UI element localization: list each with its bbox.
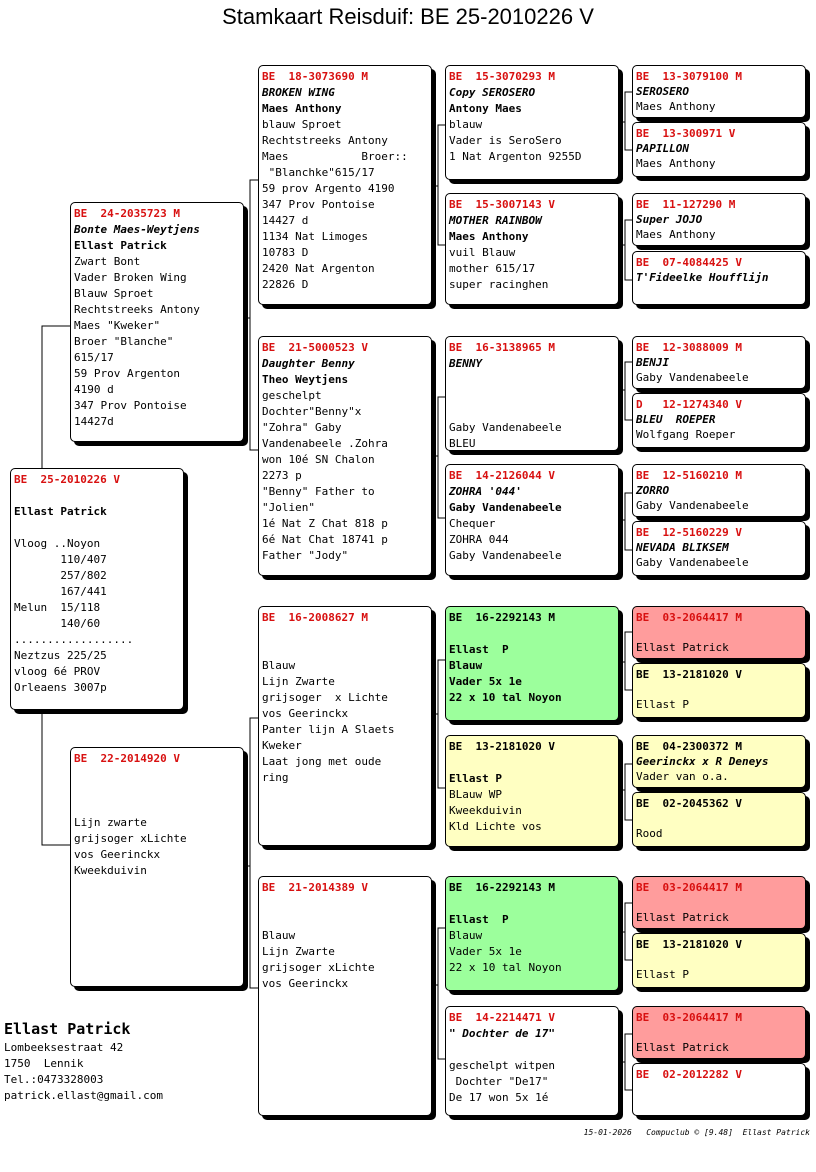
details (262, 896, 428, 992)
detail-line (636, 1025, 802, 1040)
ring-number: BE 13-3079100 M (636, 70, 742, 83)
grandfather-maternal-card[interactable] (258, 606, 432, 846)
detail-line: BLauw WP (449, 788, 502, 801)
detail-line: Panter lijn A Slaets (262, 723, 395, 736)
detail-line: 140/60 (14, 617, 101, 630)
detail-line: Ellast P (449, 643, 509, 656)
details (449, 372, 615, 451)
detail-line (449, 372, 615, 388)
ring-number: BE 16-2292143 M (449, 881, 555, 894)
ggp-ffm-card[interactable] (445, 193, 619, 305)
details (449, 896, 615, 976)
pigeon-name: Super JOJO (636, 213, 703, 226)
detail-line: Blauw (449, 659, 483, 672)
detail-line: 1 Nat Argenton 9255D (449, 150, 582, 163)
ring-number: BE 15-3007143 V (449, 198, 555, 211)
detail-line: Vader 5x 1e (449, 945, 522, 958)
details (449, 516, 615, 564)
detail-line: 257/802 (14, 569, 107, 582)
detail-line (449, 388, 615, 404)
ring-number: BE 14-2214471 V (449, 1011, 555, 1024)
ring-number: BE 04-2300372 M (636, 740, 742, 753)
detail-line: .................. (14, 633, 134, 646)
subject-details (14, 488, 180, 696)
ring-number: BE 15-3070293 M (449, 70, 555, 83)
detail-line: 4190 d (74, 383, 114, 396)
detail-line: "Jolien" (262, 501, 315, 514)
pigeon-name: ZOHRA '044' (449, 485, 522, 498)
pigeon-name: BENJI (636, 356, 670, 369)
detail-line: Ellast P (636, 698, 689, 711)
detail-line (636, 625, 802, 640)
ring-number: BE 07-4084425 V (636, 256, 742, 269)
detail-line (262, 896, 428, 912)
ring-number: BE 16-2008627 M (262, 611, 368, 624)
detail-line (636, 895, 802, 910)
detail-line: 22 x 10 tal Noyon (449, 961, 562, 974)
pigeon-name: PAPILLON (636, 142, 689, 155)
ring-number: BE 18-3073690 M (262, 70, 368, 83)
detail-line: Blauw (262, 659, 296, 672)
ggp-fmm-card[interactable] (445, 464, 619, 576)
ancestor-card-gen4[interactable] (632, 122, 806, 177)
detail-line (449, 1042, 615, 1058)
breeder: Antony Maes (449, 102, 522, 115)
detail-line: 167/441 (14, 585, 107, 598)
detail-line: 615/17 (74, 351, 114, 364)
detail-line: Maes Anthony (636, 157, 716, 170)
detail-line (449, 755, 615, 771)
detail-line: Lijn zwarte (74, 816, 147, 829)
detail-line: Ellast Patrick (636, 911, 729, 924)
detail-line: Neztzus 225/25 (14, 649, 107, 662)
detail-line: "Zohra" Gaby (262, 421, 342, 434)
details (74, 767, 240, 879)
detail-line (262, 912, 428, 928)
ancestor-card-gen4[interactable] (632, 606, 806, 659)
detail-line: 110/407 (14, 553, 107, 566)
pigeon-name: " Dochter de 17" (449, 1027, 555, 1040)
details (449, 245, 615, 293)
ancestor-card-gen4[interactable] (632, 251, 806, 305)
grandmother-paternal-card[interactable] (258, 336, 432, 576)
ggp-mmf-card[interactable] (445, 876, 619, 991)
detail-line: Chequer (449, 517, 496, 530)
detail-line: Gaby Vandenabeele (636, 371, 749, 384)
detail-line: Father "Jody" (262, 549, 349, 562)
detail-line: vloog 6é PROV (14, 665, 101, 678)
details (449, 1042, 615, 1106)
ring-number: BE 11-127290 M (636, 198, 736, 211)
breeder: Ellast Patrick (74, 239, 167, 252)
details (449, 626, 615, 706)
pigeon-name: BLEU ROEPER (636, 413, 716, 426)
detail-line: Dochter "De17" (449, 1075, 549, 1088)
ancestor-card-gen4[interactable] (632, 193, 806, 246)
ggp-fmf-card[interactable] (445, 336, 619, 451)
detail-line: Wolfgang Roeper (636, 428, 736, 441)
detail-line: Gaby Vandenabeele (449, 549, 562, 562)
detail-line: won 10é SN Chalon (262, 453, 375, 466)
pigeon-name: Geerinckx x R Deneys (636, 755, 769, 768)
ancestor-card-gen4[interactable] (632, 1006, 806, 1059)
pigeon-name: NEVADA BLIKSEM (636, 541, 729, 554)
ancestor-card-gen4[interactable] (632, 735, 806, 788)
pigeon-name: ZORRO (636, 484, 670, 497)
ancestor-card-gen4[interactable] (632, 336, 806, 389)
ring-number: BE 02-2045362 V (636, 797, 742, 810)
pigeon-name: Copy SEROSERO (449, 86, 536, 99)
detail-line: blauw Sproet (262, 118, 342, 131)
detail-line: Orleaens 3007p (14, 681, 107, 694)
detail-line: 1134 Nat Limoges (262, 230, 368, 243)
detail-line: 6é Nat Chat 18741 p (262, 533, 388, 546)
detail-line: Kweekduivin (449, 804, 522, 817)
detail-line: 22 x 10 tal Noyon (449, 691, 562, 704)
owner-name: Ellast Patrick (4, 1020, 131, 1038)
detail-line: geschelpt witpen (449, 1059, 555, 1072)
details (449, 755, 615, 835)
ggp-mff-card[interactable] (445, 606, 619, 721)
detail-line (636, 682, 802, 697)
ggp-mfm-card[interactable] (445, 735, 619, 847)
detail-line: Zwart Bont (74, 255, 141, 268)
detail-line (74, 767, 240, 783)
ancestor-card-gen4[interactable] (632, 65, 806, 118)
ring-number: BE 22-2014920 V (74, 752, 180, 765)
detail-line: 1é Nat Z Chat 818 p (262, 517, 388, 530)
detail-line: Lijn Zwarte (262, 675, 335, 688)
breeder: Gaby Vandenabeele (449, 501, 562, 514)
detail-line: Rechtstreeks Antony (74, 303, 200, 316)
detail-line: Kld Lichte vos (449, 820, 542, 833)
detail-line: 347 Prov Pontoise (262, 198, 375, 211)
ring-number: BE 21-2014389 V (262, 881, 368, 894)
ring-number: BE 12-3088009 M (636, 341, 742, 354)
detail-line: vos Geerinckx (74, 848, 161, 861)
detail-line: De 17 won 5x 1é (449, 1091, 549, 1104)
detail-line (449, 626, 615, 642)
pigeon-name: SEROSERO (636, 85, 689, 98)
father-card[interactable] (70, 202, 244, 442)
detail-line: Dochter"Benny"x (262, 405, 362, 418)
detail-line: Kweker (262, 739, 302, 752)
owner-city: 1750 Lennik (4, 1057, 84, 1070)
detail-line: BLEU (449, 437, 476, 450)
breeder: Theo Weytjens (262, 373, 349, 386)
detail-line: Gaby Vandenabeele (449, 421, 562, 434)
owner-email[interactable]: patrick.ellast@gmail.com (4, 1089, 163, 1102)
ring-number: BE 25-2010226 V (14, 473, 120, 486)
detail-line (14, 488, 180, 504)
ring-number: BE 21-5000523 V (262, 341, 368, 354)
detail-line: Vader 5x 1e (449, 675, 522, 688)
grandfather-paternal-card[interactable] (258, 65, 432, 305)
pigeon-name: Daughter Benny (262, 357, 355, 370)
ancestor-card-gen4[interactable] (632, 792, 806, 847)
ancestor-card-gen4[interactable] (632, 464, 806, 517)
detail-line: Lijn Zwarte (262, 945, 335, 958)
ring-number: D 12-1274340 V (636, 398, 742, 411)
ring-number: BE 24-2035723 M (74, 207, 180, 220)
detail-line (14, 520, 180, 536)
detail-line (262, 626, 428, 642)
ring-number: BE 14-2126044 V (449, 469, 555, 482)
detail-line: Ellast Patrick (636, 641, 729, 654)
ring-number: BE 03-2064417 M (636, 881, 742, 894)
detail-line: vos Geerinckx (262, 707, 349, 720)
ring-number: BE 13-2181020 V (449, 740, 555, 753)
detail-line: Rechtstreeks Antony (262, 134, 388, 147)
detail-line: grijsoger xLichte (74, 832, 187, 845)
detail-line: Blauw (449, 929, 483, 942)
owner-block (4, 1018, 163, 1104)
mother-card[interactable] (70, 747, 244, 987)
detail-line: 14427 d (262, 214, 309, 227)
detail-line: Ellast P (449, 772, 502, 785)
detail-line (449, 404, 615, 420)
detail-line: Laat jong met oude (262, 755, 382, 768)
ancestor-card-gen4[interactable] (632, 876, 806, 929)
ring-number: BE 16-3138965 M (449, 341, 555, 354)
ring-number: BE 13-2181020 V (636, 668, 742, 681)
detail-line: vos Geerinckx (262, 977, 349, 990)
detail-line: Maes Anthony (636, 100, 716, 113)
detail-line: "Blanchke"615/17 (262, 166, 375, 179)
pigeon-name: T'Fideelke Houfflijn (636, 271, 769, 284)
detail-line: ring (262, 771, 289, 784)
ancestor-card-gen4[interactable] (632, 393, 806, 448)
details (262, 117, 428, 293)
detail-line: grijsoger x Lichte (262, 691, 388, 704)
detail-line: grijsoger xLichte (262, 961, 375, 974)
breeder: Maes Anthony (262, 102, 342, 115)
ggp-mmm-card[interactable] (445, 1006, 619, 1116)
detail-line: 59 Prov Argenton (74, 367, 180, 380)
detail-line: mother 615/17 (449, 262, 536, 275)
footer-text: 15-01-2026 Compuclub © [9.48] Ellast Patrick (583, 1128, 810, 1137)
detail-line: Vandenabeele .Zohra (262, 437, 388, 450)
detail-line: 14427d (74, 415, 114, 428)
detail-line (74, 799, 240, 815)
breeder: Maes Anthony (449, 230, 529, 243)
detail-line: Ellast P (636, 968, 689, 981)
detail-line: Ellast P (449, 913, 509, 926)
detail-line: Vader van o.a. (636, 770, 729, 783)
pigeon-name: BROKEN WING (262, 86, 335, 99)
ancestor-card-gen4[interactable] (632, 521, 806, 576)
detail-line: blauw (449, 118, 483, 131)
ggp-fff-card[interactable] (445, 65, 619, 180)
ancestor-card-gen4[interactable] (632, 933, 806, 988)
detail-line (449, 896, 615, 912)
ring-number: BE 03-2064417 M (636, 611, 742, 624)
detail-line: 59 prov Argento 4190 (262, 182, 395, 195)
owner-phone: Tel.:0473328003 (4, 1073, 104, 1086)
owner-street: Lombeeksestraat 42 (4, 1041, 124, 1054)
ring-number: BE 13-300971 V (636, 127, 736, 140)
detail-line: vuil Blauw (449, 246, 516, 259)
ancestor-card-gen4[interactable] (632, 1063, 806, 1116)
detail-line: Vader Broken Wing (74, 271, 187, 284)
ring-number: BE 02-2012282 V (636, 1068, 742, 1081)
detail-line: geschelpt (262, 389, 322, 402)
detail-line: Broer "Blanche" (74, 335, 174, 348)
detail-line: Maes Broer:: (262, 150, 408, 163)
ring-number: BE 12-5160210 M (636, 469, 742, 482)
detail-line: ZOHRA 044 (449, 533, 509, 546)
ring-number: BE 03-2064417 M (636, 1011, 742, 1024)
ring-number: BE 16-2292143 M (449, 611, 555, 624)
detail-line: Maes Anthony (636, 228, 716, 241)
details (449, 117, 615, 165)
detail-line: Blauw Sproet (74, 287, 154, 300)
page-title: Stamkaart Reisduif: BE 25-2010226 V (222, 4, 594, 29)
detail-line: 22826 D (262, 278, 309, 291)
details (262, 388, 428, 564)
detail-line (74, 783, 240, 799)
detail-line: Maes "Kweker" (74, 319, 161, 332)
detail-line: super racinghen (449, 278, 549, 291)
detail-line: 2420 Nat Argenton (262, 262, 375, 275)
detail-line: "Benny" Father to (262, 485, 375, 498)
detail-line: Vloog ..Noyon (14, 537, 101, 550)
ring-number: BE 13-2181020 V (636, 938, 742, 951)
detail-line: Ellast Patrick (14, 505, 107, 518)
detail-line: Blauw (262, 929, 296, 942)
detail-line: Kweekduivin (74, 864, 147, 877)
pigeon-name: Bonte Maes-Weytjens (74, 223, 200, 236)
details (74, 254, 240, 430)
subject-card[interactable] (10, 468, 184, 710)
details (262, 626, 428, 786)
ancestor-card-gen4[interactable] (632, 663, 806, 718)
detail-line (262, 642, 428, 658)
detail-line: Vader is SeroSero (449, 134, 562, 147)
detail-line: 2273 p (262, 469, 302, 482)
detail-line: 10783 D (262, 246, 309, 259)
pigeon-name: MOTHER RAINBOW (449, 214, 542, 227)
grandmother-maternal-card[interactable] (258, 876, 432, 1116)
detail-line: Rood (636, 827, 663, 840)
detail-line: Melun 15/118 (14, 601, 101, 614)
detail-line: Gaby Vandenabeele (636, 499, 749, 512)
detail-line: Ellast Patrick (636, 1041, 729, 1054)
detail-line (636, 952, 802, 967)
detail-line (636, 811, 802, 826)
pigeon-name: BENNY (449, 357, 483, 370)
detail-line: Gaby Vandenabeele (636, 556, 749, 569)
ring-number: BE 12-5160229 V (636, 526, 742, 539)
detail-line: 347 Prov Pontoise (74, 399, 187, 412)
